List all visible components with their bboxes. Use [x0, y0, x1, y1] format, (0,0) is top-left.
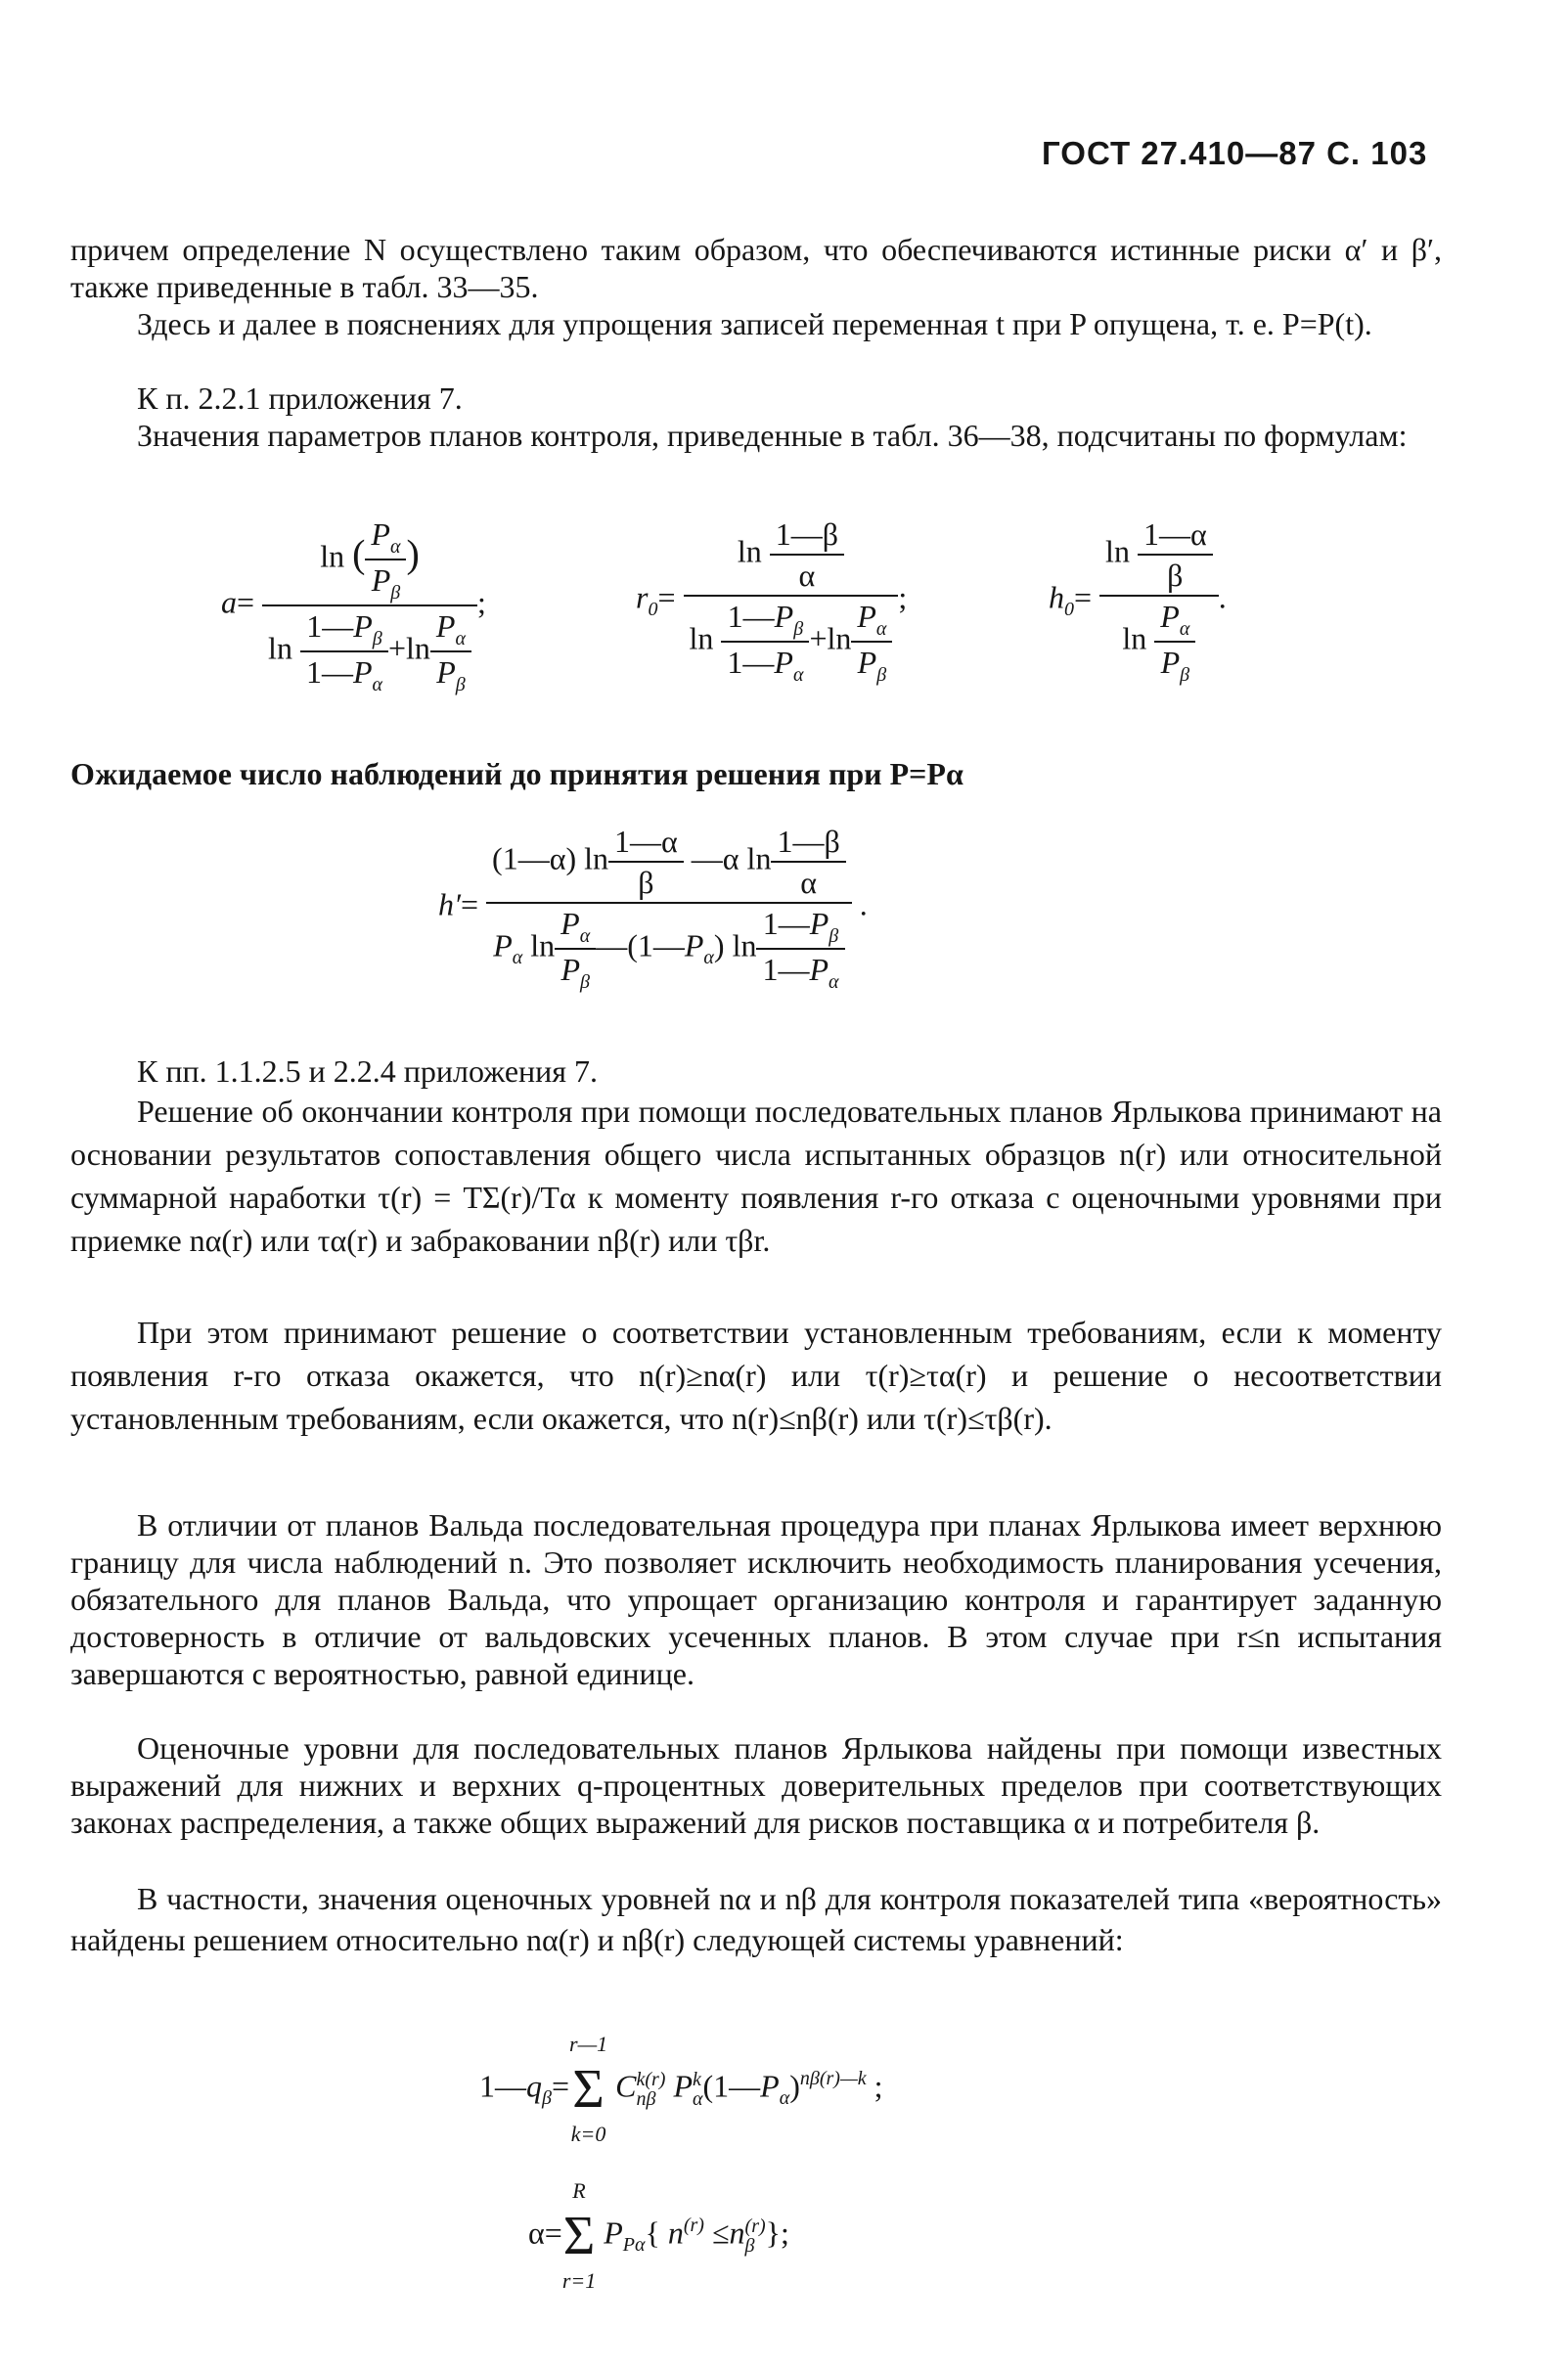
page-header: ГОСТ 27.410—87 С. 103 — [1042, 135, 1428, 171]
paragraph-6: К пп. 1.1.2.5 и 2.2.4 приложения 7. — [137, 1053, 598, 1089]
equation-1: $1—q_\beta=$ r—1 Σ k=0 C k(r) nβ P k α $(1—P_\alpha)^{n\beta(r)—k}$ ; — [479, 2032, 883, 2146]
paragraph-8: При этом принимают решение о соответствии установленным требованиям, если к моменту появления r-го отказа окажется, что n(r)≥nα(r) или τ(r)≥τα(r) и решение о несоответствии установленным требованиям, если окажется, что n(r)≤nβ(r) или τ(r)≤τβ(r). — [70, 1315, 1442, 1436]
paragraph-1: причем определение N осуществлено таким образом, что обеспечиваются истинные риски α′ и β′, также приведенные в табл. 33—35. — [70, 232, 1442, 304]
equation-2: α= R Σ r=1 $P_{P\alpha}${ $n^{(r)} \le n$ (r) β }; — [528, 2178, 789, 2293]
paragraph-2: Здесь и далее в пояснениях для упрощения записей переменная t при P опущена, т. е. P=P(t). — [137, 306, 1372, 341]
formula-h-prime: h′= (1—α) ln $\frac{1—\alpha}{\beta}$ —α ln $\frac{1—\beta}{\alpha}$ $P_\alpha$ ln $\frac{P_\alpha}{P_\beta}$ $—(1—P_\alpha)$ ln $\frac{1—P_\beta}{1—P_\alpha}$ . — [438, 824, 868, 993]
formula-r0: $r_0=$ ln $\frac{1—\beta}{\alpha}$ ln $\frac{1—P_\beta}{1—P_\alpha}$ +ln $\frac{P_\alpha}{P_\beta}$ ; — [636, 516, 908, 686]
formula-alpha: a= ln ( $\frac{P_\alpha}{P_\beta}$ ) ln $\frac{1—P_\beta}{1—P_\alpha}$ +ln $\frac{P_\alpha}{P_\beta}$ ; — [221, 516, 486, 695]
paragraph-7: Решение об окончании контроля при помощи последовательных планов Ярлыкова принимают на основании результатов сопоставления общего числа испытанных образцов n(r) или относительной суммарной наработки τ(r) = TΣ(r)/Tα к моменту появления r-го отказа с оценочными уровнями при приемке nα(r) или τα(r) и забраковании nβ(r) или τβr. — [70, 1094, 1442, 1258]
paragraph-9: В отличии от планов Вальда последовательная процедура при планах Ярлыкова имеет верхнюю границу для числа наблюдений n. Это позволяет исключить необходимость планирования усечения, обязательного для планов Вальда, что упрощает организацию контроля и гарантирует заданную достоверность в отличие от вальдовских усеченных планов. В этом случае при r≤n испытания завершаются с вероятностью, равной единице. — [70, 1507, 1442, 1691]
paragraph-11: В частности, значения оценочных уровней nα и nβ для контроля показателей типа «вероятность» найдены решением относительно nα(r) и nβ(r) следующей системы уравнений: — [70, 1881, 1442, 1957]
paragraph-3: К п. 2.2.1 приложения 7. — [137, 380, 463, 416]
formula-h0: $h_0=$ ln $\frac{1—\alpha}{\beta}$ ln $\frac{P_\alpha}{P_\beta}$ . — [1049, 516, 1227, 686]
paragraph-10: Оценочные уровни для последовательных планов Ярлыкова найдены при помощи известных выражений для нижних и верхних q-процентных доверительных пределов при соответствующих законах распределения, а также общих выражений для рисков поставщика α и потребителя β. — [70, 1730, 1442, 1840]
paragraph-4: Значения параметров планов контроля, приведенные в табл. 36—38, подсчитаны по формулам: — [137, 418, 1408, 453]
paragraph-5: Ожидаемое число наблюдений до принятия решения при P=Pα — [70, 756, 963, 791]
